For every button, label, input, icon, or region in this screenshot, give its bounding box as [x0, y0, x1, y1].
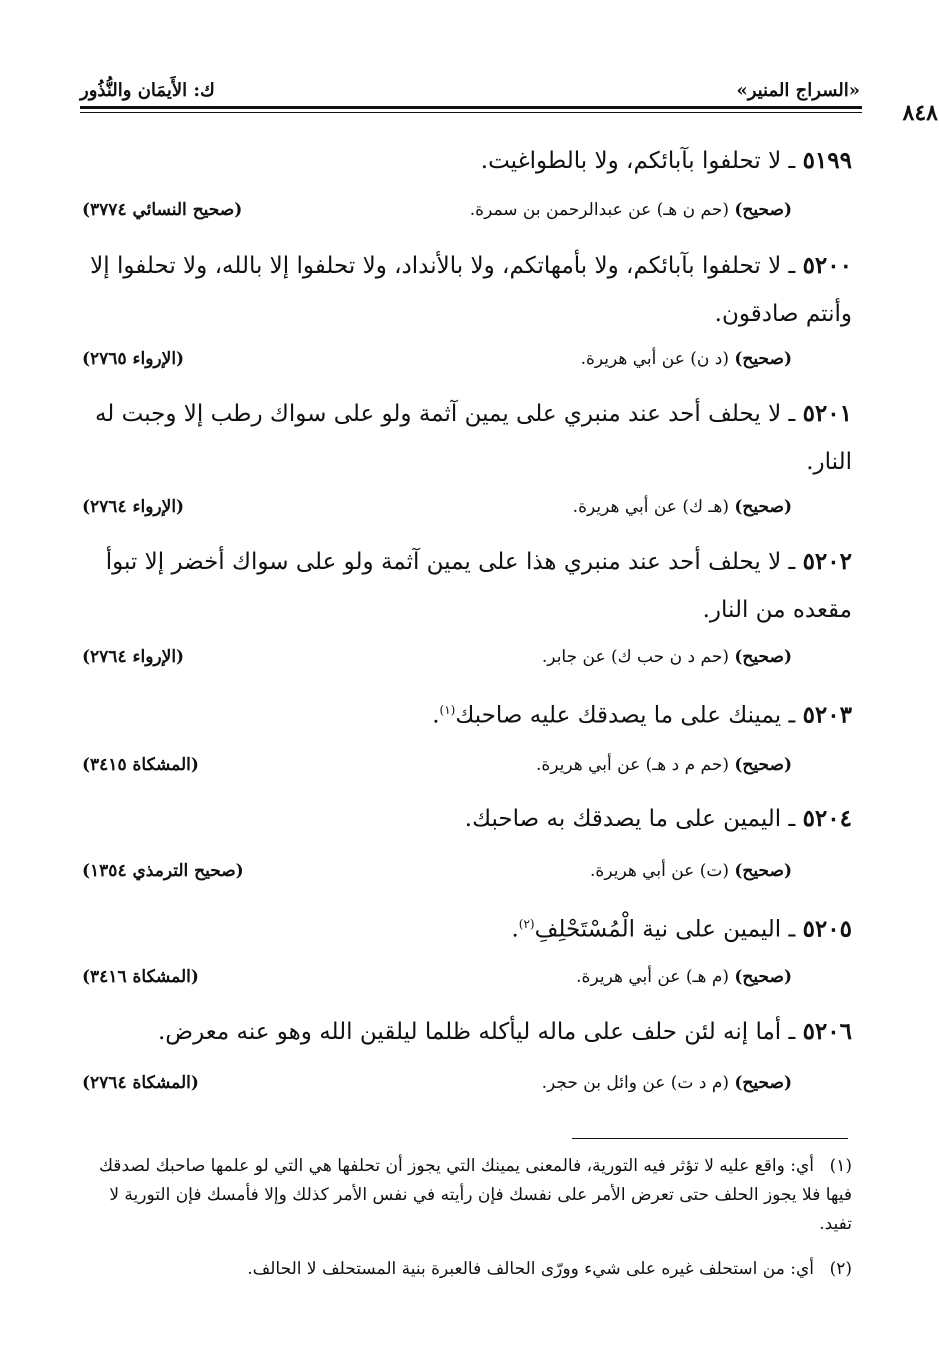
hadith-narrators: (ت) عن أبي هريرة. [590, 861, 729, 881]
hadith-reference: (صحيح النسائي ٣٧٧٤) [82, 200, 243, 220]
hadith-reference: (الإرواء ٢٧٦٤) [82, 647, 185, 667]
hadith-source [82, 349, 852, 379]
hadith-reference: (الإرواء ٢٧٦٤) [82, 497, 185, 517]
hadith-reference: (المشكاة ٢٧٦٤) [82, 1073, 199, 1093]
footnote-number: (١) [829, 1156, 852, 1176]
hadith-narrators: (حم م د هـ) عن أبي هريرة. [535, 755, 729, 775]
hadith-entry: ٥٢٠٣ ـ يمينك على ما يصدقك عليه صاحبك$^{(١)}$. [432, 701, 852, 729]
hadith-entry: ٥١٩٩ ـ لا تحلفوا بآبائكم، ولا بالطواغيت. [480, 147, 852, 174]
page-number: ٨٤٨ [902, 100, 938, 126]
hadith-number: ٥٢٠٤ [802, 805, 852, 832]
footnote-marker: (١) [439, 703, 456, 717]
footnote-text: أي: من استحلف غيره على شيء وورّى الحالف فالعبرة بنية المستحلف لا الحالف. [247, 1259, 814, 1279]
hadith-number: ٥٢٠١ [802, 400, 852, 427]
hadith-text: اليمين على ما يصدقك به صاحبك. [464, 806, 782, 832]
footnote [82, 1152, 852, 1239]
hadith-narrators: (حم ن هـ) عن عبدالرحمن بن سمرة. [469, 200, 729, 220]
hadith-narrators: (د ن) عن أبي هريرة. [580, 349, 729, 369]
hadith-reference: (المشكاة ٣٤١٦) [82, 967, 199, 987]
hadith-entry: ٥٢٠٢ ـ لا يحلف أحد عند منبري هذا على يمين آثمة ولو على سواك أخضر إلا تبوأ مقعده من النار. [105, 548, 852, 623]
hadith-number: ٥٢٠٦ [802, 1018, 852, 1045]
hadith-grade: (صحيح) [734, 1073, 792, 1093]
hadith-number: ٥٢٠٠ [802, 252, 852, 279]
hadith-grade: (صحيح) [734, 755, 792, 775]
hadith-entry: ٥٢٠١ ـ لا يحلف أحد عند منبري على يمين آثمة ولو على سواك رطب إلا وجبت له النار. [94, 400, 852, 475]
hadith-reference: (المشكاة ٣٤١٥) [82, 755, 199, 775]
chapter-title: ك: الأَيمَان والنُّذُور [80, 80, 215, 101]
header-rule-thin [80, 112, 862, 113]
hadith-number: ٥١٩٩ [802, 147, 852, 174]
hadith-grade: (صحيح) [734, 967, 792, 987]
book-title: «السراج المنير» [736, 80, 860, 101]
hadith-grade: (صحيح) [734, 349, 792, 369]
hadith-number: ٥٢٠٥ [802, 915, 852, 943]
hadith-reference: (صحيح الترمذي ١٣٥٤) [82, 861, 244, 881]
footnote-number: (٢) [829, 1259, 852, 1279]
footnote [82, 1255, 852, 1284]
hadith-text: أما إنه لئن حلف على ماله ليأكله ظلما ليلقين الله وهو عنه معرض. [157, 1019, 782, 1045]
hadith-narrators: (م هـ) عن أبي هريرة. [576, 967, 729, 987]
hadith-entry: ٥٢٠٥ ـ اليمين على نية الْمُسْتَحْلِفِ$^{(٢)}$. [511, 915, 852, 943]
running-header [80, 62, 938, 126]
hadith-reference: (الإرواء ٢٧٦٥) [82, 349, 185, 369]
hadith-text: اليمين على نية الْمُسْتَحْلِفِ [534, 916, 782, 943]
hadith-narrators: (م د ت) عن وائل بن حجر. [541, 1073, 729, 1093]
hadith-text: لا يحلف أحد عند منبري على يمين آثمة ولو على سواك رطب إلا وجبت له النار. [94, 401, 852, 475]
hadith-entry: ٥٢٠٤ ـ اليمين على ما يصدقك به صاحبك. [464, 805, 852, 832]
hadith-grade: (صحيح) [734, 647, 792, 667]
hadith-grade: (صحيح) [734, 200, 792, 220]
hadith-source [82, 200, 852, 230]
hadith-narrators: (حم د ن حب ك) عن جابر. [541, 647, 729, 667]
header-rule-thick [80, 106, 862, 109]
hadith-text: لا يحلف أحد عند منبري هذا على يمين آثمة ولو على سواك أخضر إلا تبوأ مقعده من النار. [105, 549, 852, 623]
hadith-entry: ٥٢٠٠ ـ لا تحلفوا بآبائكم، ولا بأمهاتكم، ولا بالأنداد، ولا تحلفوا إلا بالله، ولا تحلفوا إلا وأنتم صادقون. [90, 252, 852, 327]
hadith-source [82, 861, 852, 891]
hadith-source [82, 497, 852, 527]
hadith-text: لا تحلفوا بآبائكم، ولا بالطواغيت. [480, 148, 782, 174]
hadith-source [82, 647, 852, 677]
footnote-marker: (٢) [518, 917, 535, 931]
hadith-number: ٥٢٠٣ [802, 701, 852, 729]
hadith-source [82, 967, 852, 997]
hadith-grade: (صحيح) [734, 861, 792, 881]
hadith-text: لا تحلفوا بآبائكم، ولا بأمهاتكم، ولا بالأنداد، ولا تحلفوا إلا بالله، ولا تحلفوا إلا وأنتم صادقون. [90, 253, 852, 327]
hadith-source [82, 1073, 852, 1103]
hadith-text: يمينك على ما يصدقك عليه صاحبك [455, 702, 782, 729]
hadith-grade: (صحيح) [734, 497, 792, 517]
hadith-narrators: (هـ ك) عن أبي هريرة. [572, 497, 729, 517]
footnote-text: أي: واقع عليه لا تؤثر فيه التورية، فالمعنى يمينك التي يجوز أن تحلفها هي التي لو علمها صاحبك لصدقك فيها فلا يجوز الحلف حتى تعرض الأمر على نفسك فإن رأيته في نفس الأمر كذلك وإلا فأمسك فإن التورية لا تفيد. [98, 1156, 852, 1234]
hadith-entry: ٥٢٠٦ ـ أما إنه لئن حلف على ماله ليأكله ظلما ليلقين الله وهو عنه معرض. [157, 1018, 852, 1045]
hadith-number: ٥٢٠٢ [802, 548, 852, 575]
hadith-source [82, 755, 852, 785]
footnote-separator [572, 1138, 848, 1139]
